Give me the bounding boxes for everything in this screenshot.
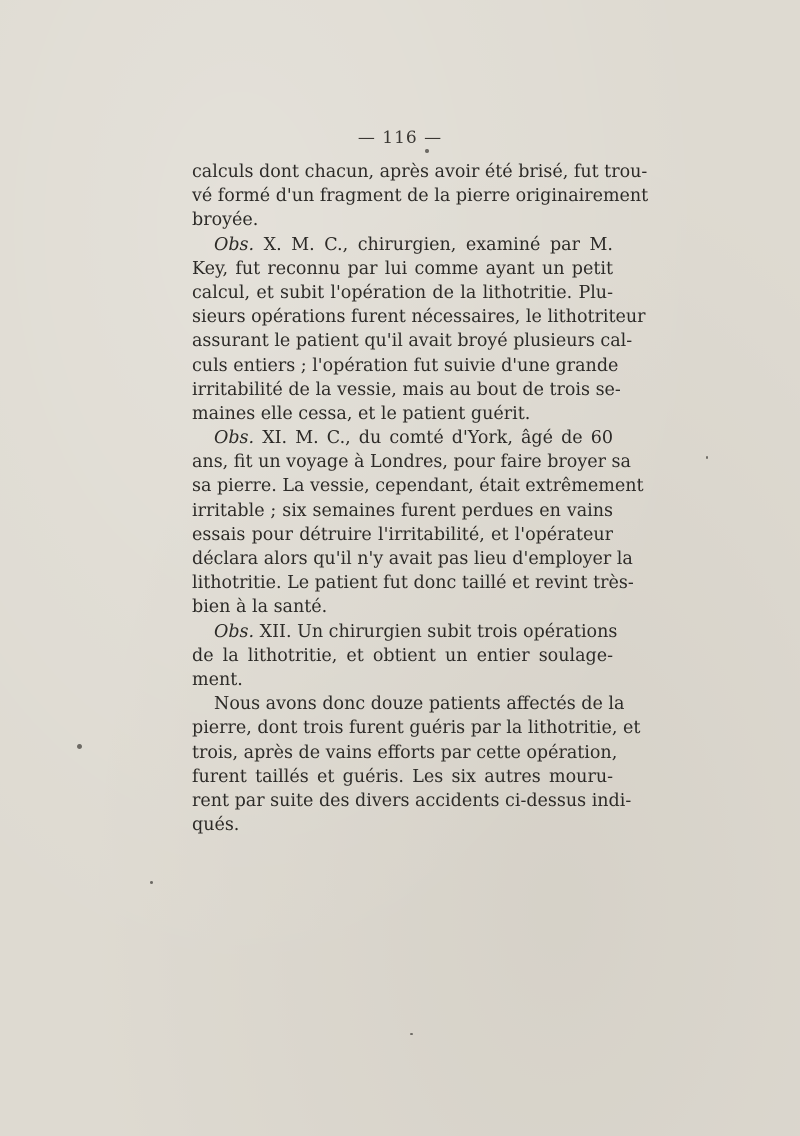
paper-speck: [77, 744, 82, 749]
text-line: de la lithotritie, et obtient un entier soulage-: [192, 645, 613, 666]
paper-speck: [706, 456, 708, 459]
paper-speck: [410, 1033, 413, 1035]
text-line: pierre, dont trois furent guéris par la lithotritie, et: [192, 718, 641, 739]
paragraph-start-line: Nous avons donc douze patients affectés de la: [214, 694, 625, 715]
text-line: ans, fit un voyage à Londres, pour faire broyer sa: [192, 452, 631, 473]
text-line: assurant le patient qu'il avait broyé plusieurs cal-: [192, 331, 633, 352]
text-line: lithotritie. Le patient fut donc taillé et revint très-: [192, 573, 634, 594]
body-text: [192, 160, 649, 837]
text-line: maines elle cessa, et le patient guérit.: [192, 403, 531, 424]
paper-speck: [150, 881, 153, 884]
text-line: déclara alors qu'il n'y avait pas lieu d'employer la: [192, 549, 633, 569]
text-line: bien à la santé.: [192, 597, 328, 618]
text-line: ment.: [192, 669, 243, 690]
observation-heading-line: Obs. XII. Un chirurgien subit trois opérations: [214, 621, 618, 642]
text-line: furent taillés et guéris. Les six autres mouru-: [192, 766, 613, 787]
obs-label: Obs.: [214, 428, 255, 449]
text-line: trois, après de vains efforts par cette opération,: [192, 742, 618, 763]
text-line: essais pour détruire l'irritabilité, et l'opérateur: [192, 524, 613, 545]
text-line: broyée.: [192, 210, 259, 231]
observation-heading-line: Obs. X. M. C., chirurgien, examiné par M.: [214, 234, 613, 255]
text-line: culs entiers ; l'opération fut suivie d'une grande: [192, 355, 619, 376]
text-line: qués.: [192, 815, 240, 836]
text-line: calculs dont chacun, après avoir été brisé, fut trou-: [192, 162, 648, 182]
obs-label: Obs.: [214, 621, 255, 642]
text-line: sieurs opérations furent nécessaires, le lithotriteur: [192, 307, 646, 328]
observation-heading-line: Obs. XI. M. C., du comté d'York, âgé de 60: [214, 428, 613, 449]
text-line: irritabilité de la vessie, mais au bout de trois se-: [192, 379, 621, 400]
obs-label: Obs.: [214, 234, 255, 255]
text-line: Key, fut reconnu par lui comme ayant un petit: [192, 258, 613, 279]
text-line: rent par suite des divers accidents ci-dessus indi-: [192, 790, 632, 811]
text-line: irritable ; six semaines furent perdues en vains: [192, 500, 613, 521]
text-line: calcul, et subit l'opération de la lithotritie. Plu-: [192, 282, 613, 303]
text-line: vé formé d'un fragment de la pierre originairement: [192, 186, 649, 207]
paper-speck: [425, 149, 429, 153]
text-line: sa pierre. La vessie, cependant, était extrêmement: [192, 476, 644, 497]
page-number: — 116 —: [357, 128, 443, 148]
